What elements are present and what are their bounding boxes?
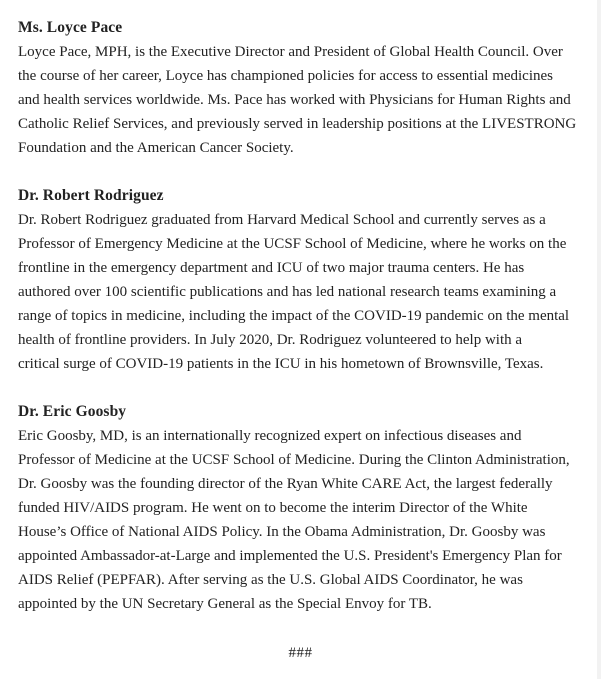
bio-line: Foundation and the American Cancer Society. — [18, 140, 294, 156]
bio-line: Catholic Relief Services, and previously served in leadership positions at the LIVESTRONG — [18, 116, 577, 132]
bio-line: critical surge of COVID-19 patients in the ICU in his hometown of Brownsville, Texas. — [18, 356, 544, 372]
bio-line: and health services worldwide. Ms. Pace has worked with Physicians for Human Rights and — [18, 92, 571, 108]
bio-paragraph — [18, 208, 596, 376]
bio-line: House’s Office of National AIDS Policy. In the Obama Administration, Dr. Goosby was — [18, 524, 546, 540]
bio-name: Dr. Eric Goosby — [18, 403, 127, 420]
bio-line: appointed Ambassador-at-Large and implemented the U.S. President's Emergency Plan for — [18, 548, 562, 564]
bio-eric-goosby — [18, 400, 596, 616]
bio-line: the course of her career, Loyce has championed policies for access to essential medicines — [18, 68, 554, 84]
bio-robert-rodriguez — [18, 184, 596, 376]
bio-line: frontline in the emergency department and ICU of two major trauma centers. He has — [18, 260, 525, 276]
bio-name: Dr. Robert Rodriguez — [18, 187, 164, 204]
bio-line: Eric Goosby, MD, is an internationally recognized expert on infectious diseases and — [18, 428, 522, 444]
bio-line: Professor of Medicine at the UCSF School of Medicine. During the Clinton Administration, — [18, 452, 570, 468]
bio-line: AIDS Relief (PEPFAR). After serving as the U.S. Global AIDS Coordinator, he was — [18, 572, 523, 588]
bio-line: appointed by the UN Secretary General as the Special Envoy for TB. — [18, 596, 432, 612]
bio-paragraph — [18, 40, 596, 160]
bio-line: health of frontline providers. In July 2020, Dr. Rodriguez volunteered to help with a — [18, 332, 523, 348]
scroll-edge — [597, 0, 601, 679]
bio-line: funded HIV/AIDS program. He went on to become the interim Director of the White — [18, 500, 528, 516]
bio-line: authored over 100 scientific publications and has led national research teams examining a — [18, 284, 557, 300]
bio-line: Professor of Emergency Medicine at the UCSF School of Medicine, where he works on the — [18, 236, 567, 252]
bio-line: Loyce Pace, MPH, is the Executive Director and President of Global Health Council. Over — [18, 44, 563, 60]
bio-loyce-pace — [18, 16, 596, 160]
bio-paragraph — [18, 424, 596, 616]
bio-line: range of topics in medicine, including the impact of the COVID-19 pandemic on the mental — [18, 308, 570, 324]
bio-line: Dr. Robert Rodriguez graduated from Harvard Medical School and currently serves as a — [18, 212, 546, 228]
end-of-release-mark: ### — [288, 645, 313, 661]
bio-line: Dr. Goosby was the founding director of the Ryan White CARE Act, the largest federally — [18, 476, 553, 492]
bios-document — [18, 16, 596, 640]
bio-name: Ms. Loyce Pace — [18, 19, 123, 36]
